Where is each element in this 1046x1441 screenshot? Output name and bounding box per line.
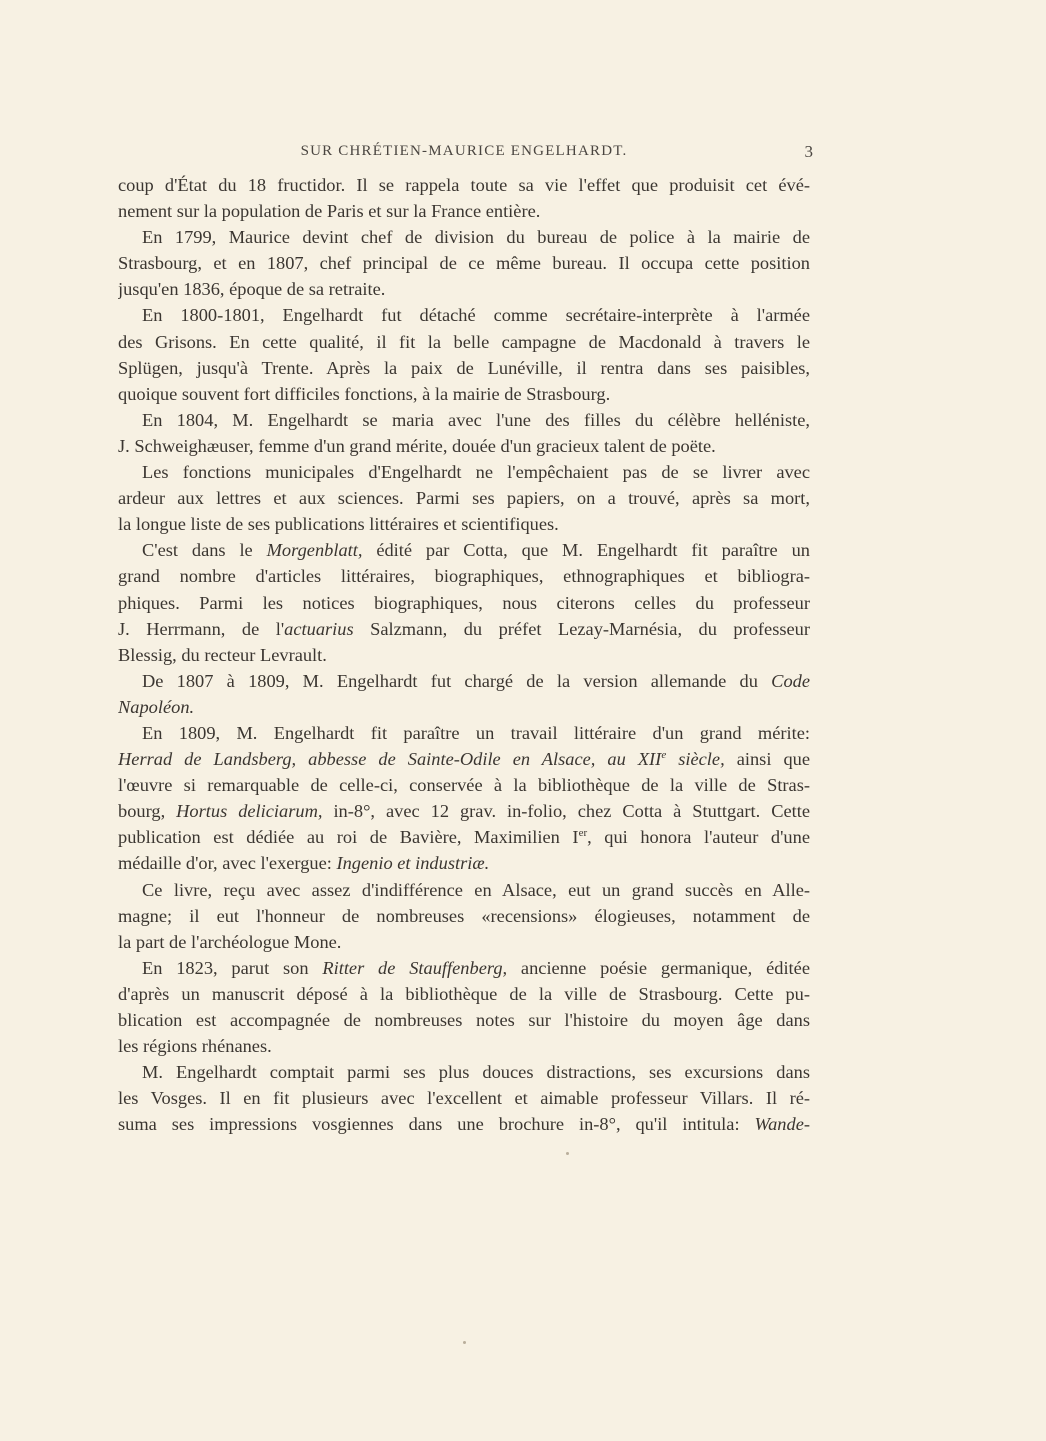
text-segment: Les fonctions municipales d'Engelhardt ne l'empêchaient pas de se livrer avec [142, 462, 810, 483]
text-segment: phiques. Parmi les notices biographiques, nous citerons celles du professeur [118, 592, 810, 613]
italic-text: Hortus deliciarum, [176, 801, 323, 822]
text-line [118, 877, 810, 903]
text-segment: C'est dans le [142, 540, 267, 561]
text-segment: De 1807 à 1809, M. Engelhardt fut chargé de la version allemande du [142, 670, 772, 691]
page-number: 3 [804, 142, 813, 161]
text-segment: les régions rhénanes. [118, 1036, 272, 1057]
text-line [118, 981, 810, 1007]
text-line [118, 929, 810, 955]
text-segment: l'œuvre si remarquable de celle-ci, conservée à la bibliothèque de la ville de Stras- [118, 775, 810, 796]
text-line [118, 485, 810, 511]
text-segment: publication est dédiée au roi de Bavière, Maximilien I [118, 827, 579, 848]
text-segment: ancienne poésie germanique, éditée [507, 957, 810, 978]
text-segment: in-8°, avec 12 grav. in-folio, chez Cotta à Stuttgart. Cette [322, 801, 810, 822]
text-line [118, 563, 810, 589]
text-segment: médaille d'or, avec l'exergue: [118, 853, 337, 874]
text-line [118, 955, 810, 981]
text-segment: Strasbourg, et en 1807, chef principal de ce même bureau. Il occupa cette position [118, 253, 810, 274]
text-line [118, 694, 810, 720]
text-line [118, 329, 810, 355]
text-segment: En 1804, M. Engelhardt se maria avec l'une des filles du célèbre helléniste, [142, 409, 810, 430]
text-segment: Ce livre, reçu avec assez d'indifférence en Alsace, eut un grand succès en Alle- [142, 879, 810, 900]
text-line [118, 850, 810, 876]
text-line [118, 720, 810, 746]
text-line [118, 381, 810, 407]
paper-speck [566, 1152, 569, 1155]
text-segment: Blessig, du recteur Levrault. [118, 644, 327, 665]
text-segment: grand nombre d'articles littéraires, biographiques, ethnographiques et bibliogra- [118, 566, 810, 587]
text-line [118, 1059, 810, 1085]
text-line [118, 537, 810, 563]
text-line [118, 746, 810, 772]
text-segment: Salzmann, du préfet Lezay-Marnésia, du professeur [353, 618, 810, 639]
text-segment: la part de l'archéologue Mone. [118, 931, 342, 952]
italic-text: Ingenio et industriæ. [336, 853, 490, 874]
running-head [118, 142, 813, 165]
text-line [118, 1111, 810, 1137]
text-line [118, 616, 810, 642]
text-line [118, 355, 810, 381]
text-line [118, 1033, 810, 1059]
text-line [118, 198, 810, 224]
superscript: er [578, 827, 588, 840]
text-line [118, 172, 810, 198]
text-segment: nement sur la population de Paris et sur la France entière. [118, 201, 541, 222]
italic-text: Herrad de Landsberg, abbesse de Sainte-Odile en Alsace, au XII [118, 749, 662, 770]
text-line [118, 1007, 810, 1033]
text-segment: les Vosges. Il en fit plusieurs avec l'excellent et aimable professeur Villars. Il ré- [118, 1088, 810, 1109]
text-line [118, 511, 810, 537]
text-segment: édité par Cotta, que M. Engelhardt fit paraître un [362, 540, 810, 561]
italic-text: Napoléon. [118, 696, 195, 717]
text-segment: Splügen, jusqu'à Trente. Après la paix de Lunéville, il rentra dans ses paisibles, [118, 357, 810, 378]
text-segment: jusqu'en 1836, époque de sa retraite. [118, 279, 386, 300]
text-segment: la longue liste de ses publications littéraires et scientifiques. [118, 514, 559, 535]
text-line [118, 798, 810, 824]
text-segment: En 1800-1801, Engelhardt fut détaché comme secrétaire-interprète à l'armée [142, 305, 810, 326]
text-line [118, 276, 810, 302]
text-segment: bourg, [118, 801, 177, 822]
text-line [118, 433, 810, 459]
text-line [118, 407, 810, 433]
text-line [118, 642, 810, 668]
text-line [118, 668, 810, 694]
text-line [118, 590, 810, 616]
text-line [118, 903, 810, 929]
text-segment: coup d'État du 18 fructidor. Il se rappela toute sa vie l'effet que produisit cet évé- [118, 175, 810, 195]
text-segment: suma ses impressions vosgiennes dans une brochure in-8°, qu'il intitula: [118, 1114, 755, 1135]
text-line [118, 824, 810, 850]
text-line [118, 250, 810, 276]
text-segment: des Grisons. En cette qualité, il fit la belle campagne de Macdonald à travers le [118, 331, 810, 352]
italic-text: actuarius [284, 618, 354, 639]
text-segment: M. Engelhardt comptait parmi ses plus douces distractions, ses excursions dans [142, 1062, 810, 1083]
text-segment: En 1799, Maurice devint chef de division du bureau de police à la mairie de [142, 227, 810, 248]
superscript: e [661, 748, 667, 761]
text-segment: magne; il eut l'honneur de nombreuses «recensions» élogieuses, notamment de [118, 905, 810, 926]
text-segment: quoique souvent fort difficiles fonctions, à la mairie de Strasbourg. [118, 383, 611, 404]
italic-text: Code [771, 670, 810, 691]
italic-text: Wande- [754, 1114, 810, 1135]
text-line [118, 302, 810, 328]
text-segment: En 1823, parut son [142, 957, 323, 978]
text-segment: , qui honora l'auteur d'une [587, 827, 810, 848]
running-head-title: SUR CHRÉTIEN-MAURICE ENGELHARDT. [300, 143, 628, 159]
italic-text: Ritter de Stauffenberg, [322, 957, 508, 978]
text-segment: En 1809, M. Engelhardt fit paraître un travail littéraire d'un grand mérite: [142, 722, 810, 743]
text-segment: blication est accompagnée de nombreuses notes sur l'histoire du moyen âge dans [118, 1010, 810, 1030]
text-segment: ainsi que [724, 749, 810, 770]
text-line [118, 772, 810, 798]
italic-text: Morgenblatt, [266, 540, 363, 561]
text-segment: J. Schweighæuser, femme d'un grand mérite, douée d'un gracieux talent de poëte. [118, 435, 716, 456]
body-text [118, 172, 810, 1137]
text-line [118, 459, 810, 485]
text-line [118, 224, 810, 250]
text-segment: J. Herrmann, de l' [118, 618, 285, 639]
text-line [118, 1085, 810, 1111]
paper-speck [463, 1341, 466, 1344]
italic-text: siècle, [666, 749, 725, 770]
text-segment: d'après un manuscrit déposé à la bibliothèque de la ville de Strasbourg. Cette pu- [118, 983, 810, 1004]
text-segment: ardeur aux lettres et aux sciences. Parmi ses papiers, on a trouvé, après sa mort, [118, 488, 810, 509]
